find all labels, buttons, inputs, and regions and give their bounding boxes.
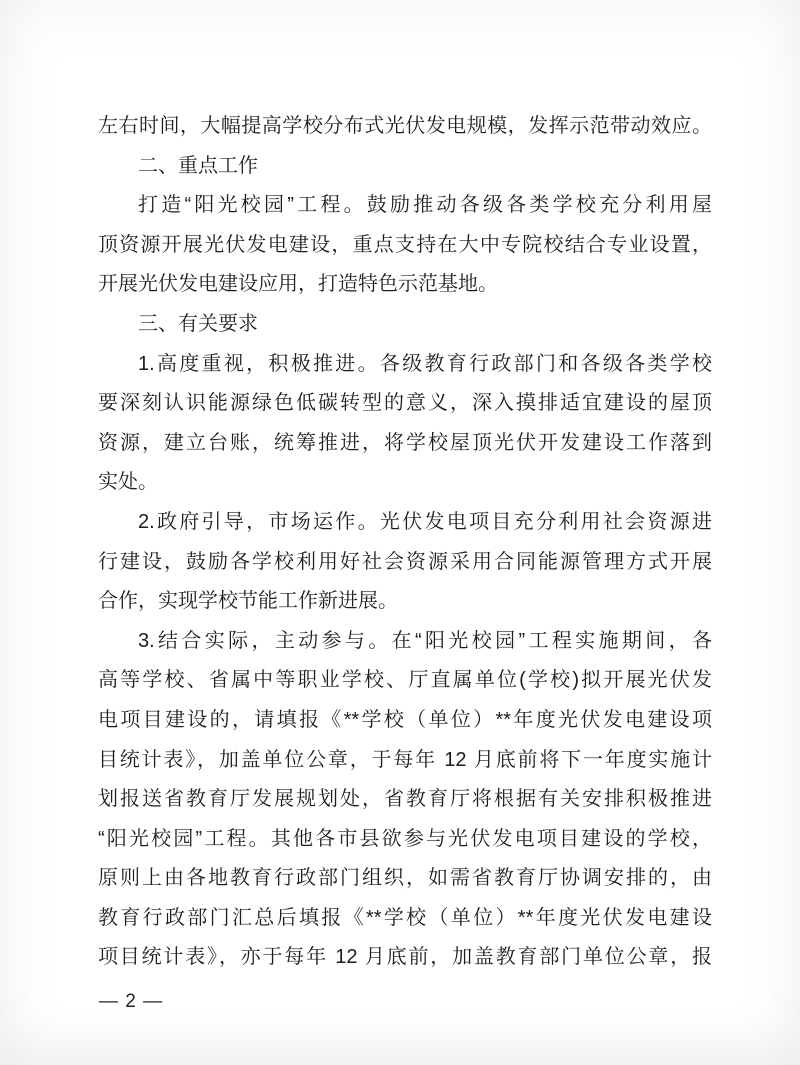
page-number: — 2 —	[99, 991, 164, 1012]
text-line: 原则上由各地教育行政部门组织，如需省教育厅协调安排的，由	[98, 867, 712, 890]
text-line: 3.结合实际，主动参与。在“阳光校园”工程实施期间，各	[138, 629, 712, 652]
text-line: 要深刻认识能源绿色低碳转型的意义，深入摸排适宜建设的屋顶	[98, 392, 712, 415]
text-line: 教育行政部门汇总后填报《**学校（单位）**年度光伏发电建设	[98, 906, 712, 929]
text-line: 目统计表》，加盖单位公章，于每年 12 月底前将下一年度实施计	[98, 748, 712, 771]
text-line: 资源，建立台账，统筹推进，将学校屋顶光伏开发建设工作落到	[98, 431, 712, 454]
text-line: “阳光校园”工程。其他各市县欲参与光伏发电项目建设的学校，	[98, 827, 712, 850]
text-line: 打造“阳光校园”工程。鼓励推动各级各类学校充分利用屋	[138, 194, 712, 217]
text-line: 电项目建设的，请填报《**学校（单位）**年度光伏发电建设项	[98, 708, 712, 731]
text-line: 2.政府引导，市场运作。光伏发电项目充分利用社会资源进	[138, 510, 712, 533]
text-line: 合作，实现学校节能工作新进展。	[98, 590, 398, 613]
document-body	[98, 107, 712, 978]
text-line: 1.高度重视，积极推进。各级教育行政部门和各级各类学校	[138, 352, 712, 375]
text-line: 实处。	[98, 471, 158, 494]
text-line: 二、重点工作	[138, 154, 258, 177]
text-line: 开展光伏发电建设应用，打造特色示范基地。	[98, 273, 498, 296]
text-line: 高等学校、省属中等职业学校、厅直属单位(学校)拟开展光伏发	[98, 669, 712, 692]
text-line: 左右时间，大幅提高学校分布式光伏发电规模，发挥示范带动效应。	[98, 115, 712, 137]
text-line: 项目统计表》，亦于每年 12 月底前，加盖教育部门单位公章，报	[98, 946, 712, 969]
text-line: 三、有关要求	[138, 312, 258, 335]
text-line: 划报送省教育厅发展规划处，省教育厅将根据有关安排积极推进	[98, 788, 712, 811]
text-line: 顶资源开展光伏发电建设，重点支持在大中专院校结合专业设置，	[98, 233, 712, 256]
text-line: 行建设，鼓励各学校利用好社会资源采用合同能源管理方式开展	[98, 550, 712, 573]
